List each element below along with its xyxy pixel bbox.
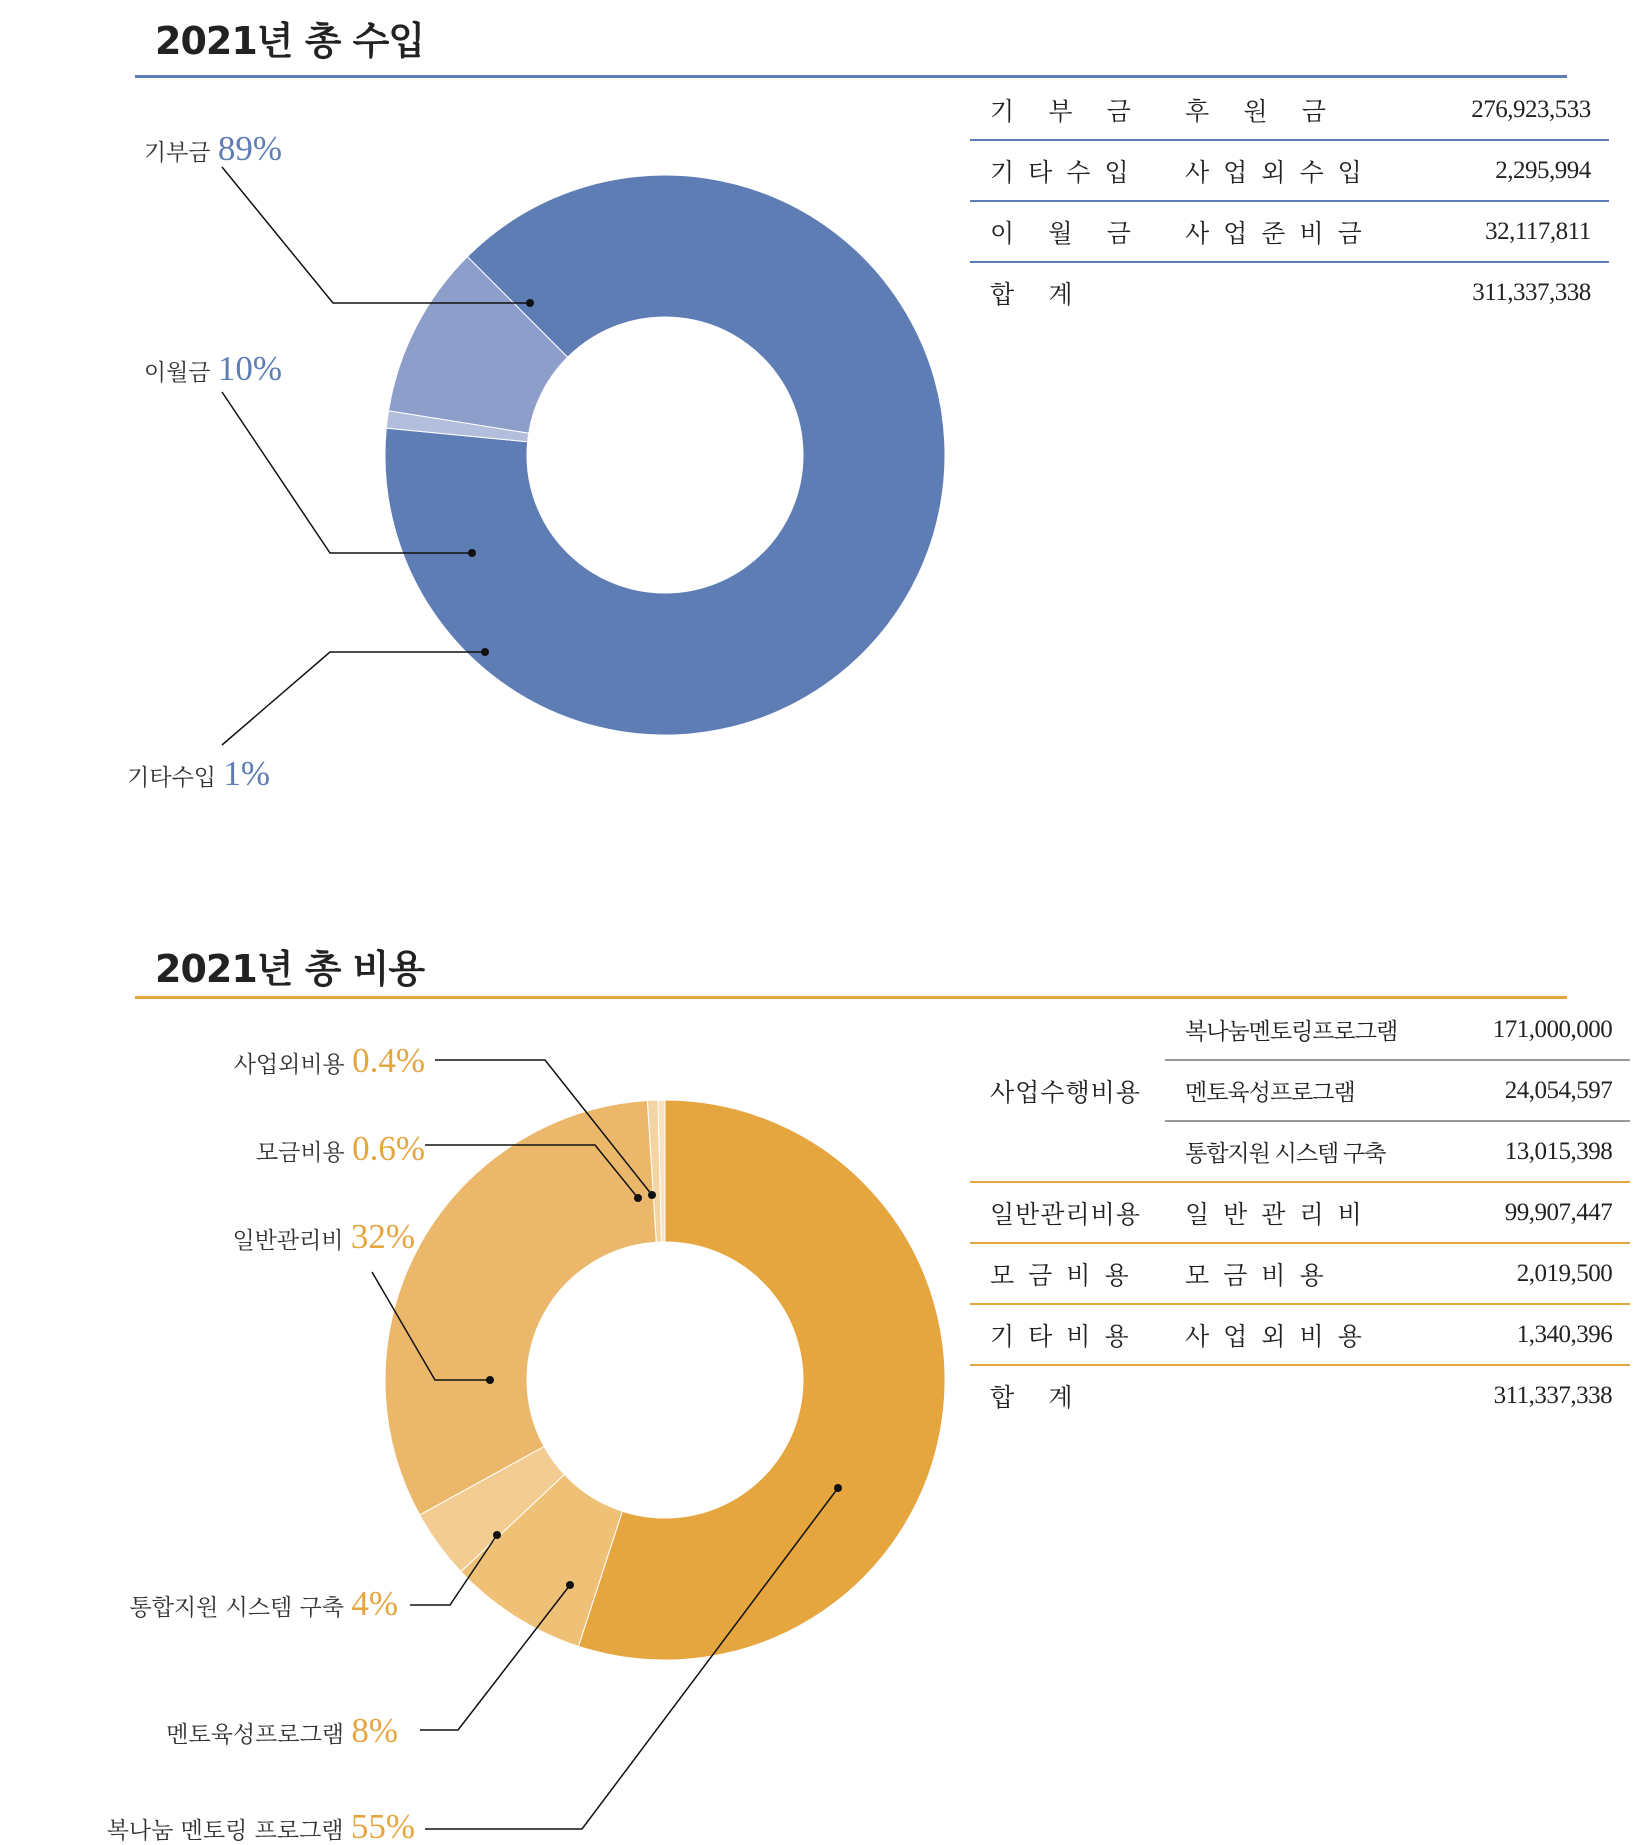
income-category: 기 부 금 bbox=[990, 98, 1145, 126]
slice-label-name: 모금비용 bbox=[255, 1140, 353, 1166]
slice-label bbox=[144, 129, 282, 168]
income-value: 32,117,811 bbox=[1485, 217, 1591, 245]
expense-value: 24,054,597 bbox=[1397, 1060, 1630, 1121]
income-title: 2021년 총 수입 bbox=[155, 19, 425, 63]
expense-category: 사업수행비용 bbox=[970, 1000, 1165, 1182]
expense-value: 1,340,396 bbox=[1397, 1304, 1630, 1365]
slice-label bbox=[234, 1041, 425, 1080]
leader-dot bbox=[468, 549, 476, 557]
slice-label-name: 일반관리비 bbox=[232, 1228, 351, 1254]
slice-label-percent: 4% bbox=[351, 1584, 398, 1623]
leader-dot bbox=[493, 1531, 501, 1539]
expense-item: 통합지원 시스템 구축 bbox=[1165, 1121, 1397, 1182]
leader-dot bbox=[566, 1581, 574, 1589]
slice-label-name: 기타수입 bbox=[127, 765, 224, 791]
expense-value: 13,015,398 bbox=[1397, 1121, 1630, 1182]
expense-category: 모금비용 bbox=[970, 1243, 1165, 1304]
income-item: 사업외수입 bbox=[1185, 159, 1376, 187]
slice-label-name: 복나눔 멘토링 프로그램 bbox=[106, 1818, 351, 1844]
slice-label-name: 이월금 bbox=[143, 360, 218, 386]
slice-label-name: 기부금 bbox=[143, 140, 218, 166]
slice-label-percent: 8% bbox=[351, 1711, 398, 1750]
income-item: 후 원 금 bbox=[1185, 98, 1340, 126]
expense-category: 기타비용 bbox=[970, 1304, 1165, 1365]
income-item: 사업준비금 bbox=[1185, 220, 1376, 248]
expense-title: 2021년 총 비용 bbox=[155, 947, 425, 991]
income-value: 311,337,338 bbox=[1472, 278, 1591, 306]
slice-label-percent: 0.6% bbox=[352, 1129, 425, 1168]
leader-dot bbox=[834, 1484, 842, 1492]
slice-label-name: 멘토육성프로그램 bbox=[166, 1722, 352, 1748]
leader-dot bbox=[486, 1376, 494, 1384]
slice-label-percent: 0.4% bbox=[352, 1041, 425, 1080]
expense-value: 171,000,000 bbox=[1397, 1000, 1630, 1060]
slice-label-name: 통합지원 시스템 구축 bbox=[129, 1595, 352, 1621]
slice-label-percent: 1% bbox=[223, 754, 270, 793]
expense-value: 99,907,447 bbox=[1397, 1182, 1630, 1243]
slice-label-percent: 32% bbox=[350, 1217, 415, 1256]
slice-label-name: 사업외비용 bbox=[233, 1052, 353, 1078]
slice-label-percent: 10% bbox=[217, 349, 282, 388]
leader-dot bbox=[526, 299, 534, 307]
slice-label bbox=[232, 1217, 415, 1256]
income-category: 합 계 bbox=[990, 281, 1087, 309]
slice-label bbox=[256, 1129, 425, 1168]
expense-item: 일반관리비 bbox=[1165, 1182, 1397, 1243]
expense-value: 2,019,500 bbox=[1397, 1243, 1630, 1304]
slice-label-percent: 55% bbox=[350, 1807, 415, 1845]
leader-dot bbox=[648, 1191, 656, 1199]
expense-category: 합 계 bbox=[990, 1384, 1087, 1412]
expense-item: 사업외비용 bbox=[1165, 1304, 1397, 1365]
expense-category: 일반관리비용 bbox=[970, 1182, 1165, 1243]
slice-label bbox=[107, 1807, 415, 1845]
slice-label bbox=[166, 1711, 398, 1750]
expense-item: 복나눔멘토링프로그램 bbox=[1165, 1000, 1397, 1060]
income-value: 2,295,994 bbox=[1495, 156, 1591, 184]
income-category: 이 월 금 bbox=[990, 220, 1145, 248]
slice-1-3 bbox=[385, 1101, 656, 1515]
slice-label-percent: 89% bbox=[217, 129, 282, 168]
income-value: 276,923,533 bbox=[1471, 95, 1591, 123]
slice-label bbox=[127, 754, 270, 793]
expense-item: 모금비용 bbox=[1165, 1243, 1397, 1304]
expense-item: 멘토육성프로그램 bbox=[1165, 1060, 1397, 1121]
leader-dot bbox=[481, 648, 489, 656]
leader-line bbox=[222, 652, 485, 745]
income-category: 기타수입 bbox=[990, 159, 1143, 187]
slice-label bbox=[129, 1584, 398, 1623]
leader-dot bbox=[634, 1194, 642, 1202]
slice-label bbox=[144, 349, 282, 388]
expense-value: 311,337,338 bbox=[1493, 1381, 1613, 1409]
